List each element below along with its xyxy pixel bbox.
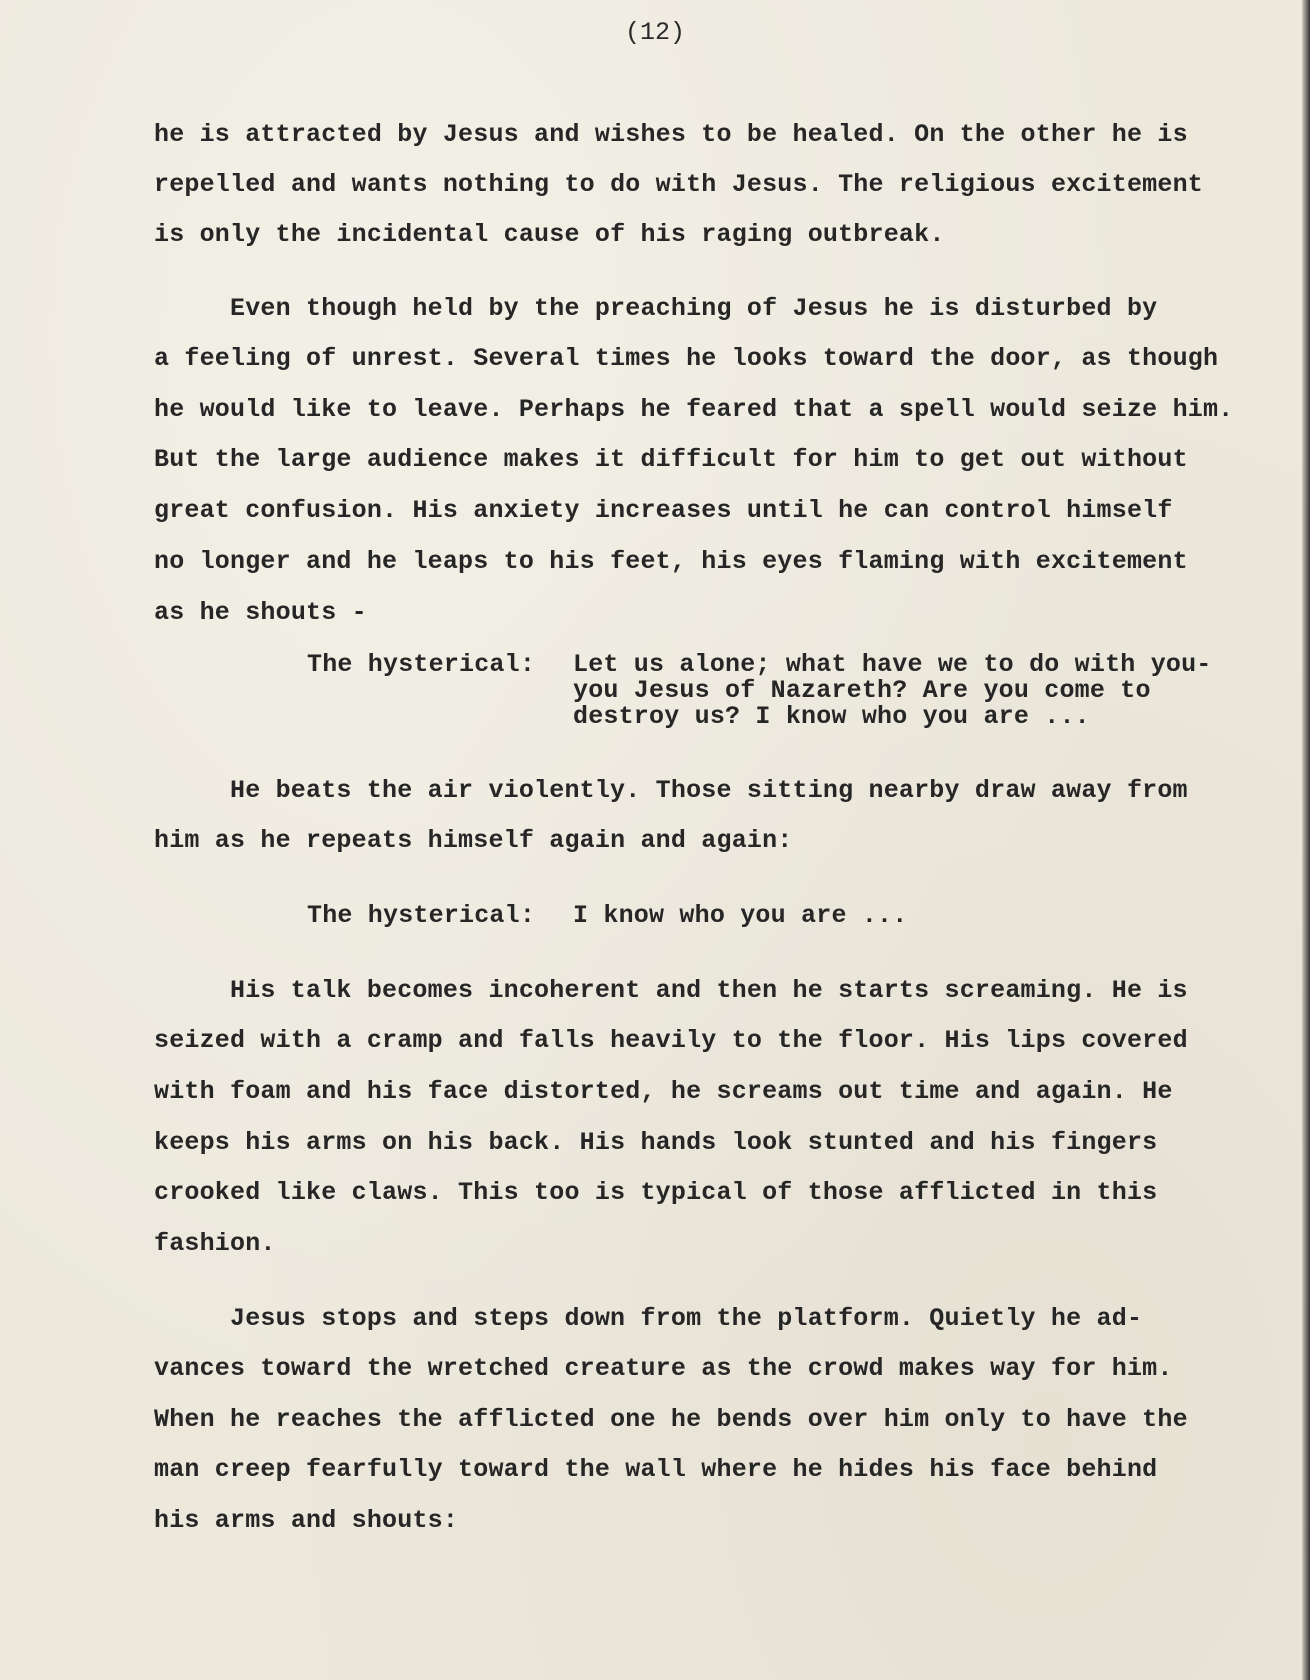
page-edge-shadow [1302, 0, 1310, 1680]
paragraph-4-line-1: His talk becomes incoherent and then he starts screaming. He is [230, 976, 1188, 1005]
paragraph-4-line-6: fashion. [154, 1229, 276, 1258]
paragraph-2-line-1: Even though held by the preaching of Jesus he is disturbed by [230, 294, 1158, 323]
paragraph-3-line-2: him as he repeats himself again and again: [154, 826, 793, 855]
page-number: (12) [624, 18, 685, 47]
dialogue-1-line-2: you Jesus of Nazareth? Are you come to [573, 676, 1151, 705]
paragraph-4-line-5: crooked like claws. This too is typical of those afflicted in this [154, 1178, 1158, 1207]
paragraph-2-line-2: a feeling of unrest. Several times he looks toward the door, as though [154, 344, 1219, 373]
paragraph-2-line-7: as he shouts - [154, 598, 367, 627]
paragraph-4-line-2: seized with a cramp and falls heavily to the floor. His lips covered [154, 1026, 1188, 1055]
paragraph-4-line-3: with foam and his face distorted, he screams out time and again. He [154, 1077, 1173, 1106]
paragraph-1-line-3: is only the incidental cause of his raging outbreak. [154, 220, 945, 249]
dialogue-1-speaker: The hysterical: [307, 650, 536, 679]
dialogue-2-line-1: I know who you are ... [573, 901, 908, 930]
paragraph-2-line-5: great confusion. His anxiety increases until he can control himself [154, 496, 1173, 525]
paragraph-5-line-2: vances toward the wretched creature as the crowd makes way for him. [154, 1354, 1173, 1383]
paragraph-1-line-1: he is attracted by Jesus and wishes to be healed. On the other he is [154, 120, 1188, 149]
dialogue-1-line-1: Let us alone; what have we to do with you- [573, 650, 1212, 679]
dialogue-1-line-3: destroy us? I know who you are ... [573, 702, 1090, 731]
paragraph-5-line-5: his arms and shouts: [154, 1506, 459, 1535]
paragraph-2-line-6: no longer and he leaps to his feet, his eyes flaming with excitement [154, 547, 1188, 576]
paragraph-5-line-3: When he reaches the afflicted one he bends over him only to have the [154, 1405, 1188, 1434]
paragraph-2-line-3: he would like to leave. Perhaps he feared that a spell would seize him. [154, 395, 1234, 424]
paragraph-1-line-2: repelled and wants nothing to do with Jesus. The religious excitement [154, 170, 1203, 199]
dialogue-2-speaker: The hysterical: [307, 901, 536, 930]
paragraph-5-line-1: Jesus stops and steps down from the platform. Quietly he ad- [230, 1304, 1143, 1333]
paragraph-5-line-4: man creep fearfully toward the wall where he hides his face behind [154, 1455, 1158, 1484]
paragraph-3-line-1: He beats the air violently. Those sitting nearby draw away from [230, 776, 1188, 805]
paragraph-4-line-4: keeps his arms on his back. His hands look stunted and his fingers [154, 1128, 1158, 1157]
paragraph-2-line-4: But the large audience makes it difficult for him to get out without [154, 445, 1188, 474]
